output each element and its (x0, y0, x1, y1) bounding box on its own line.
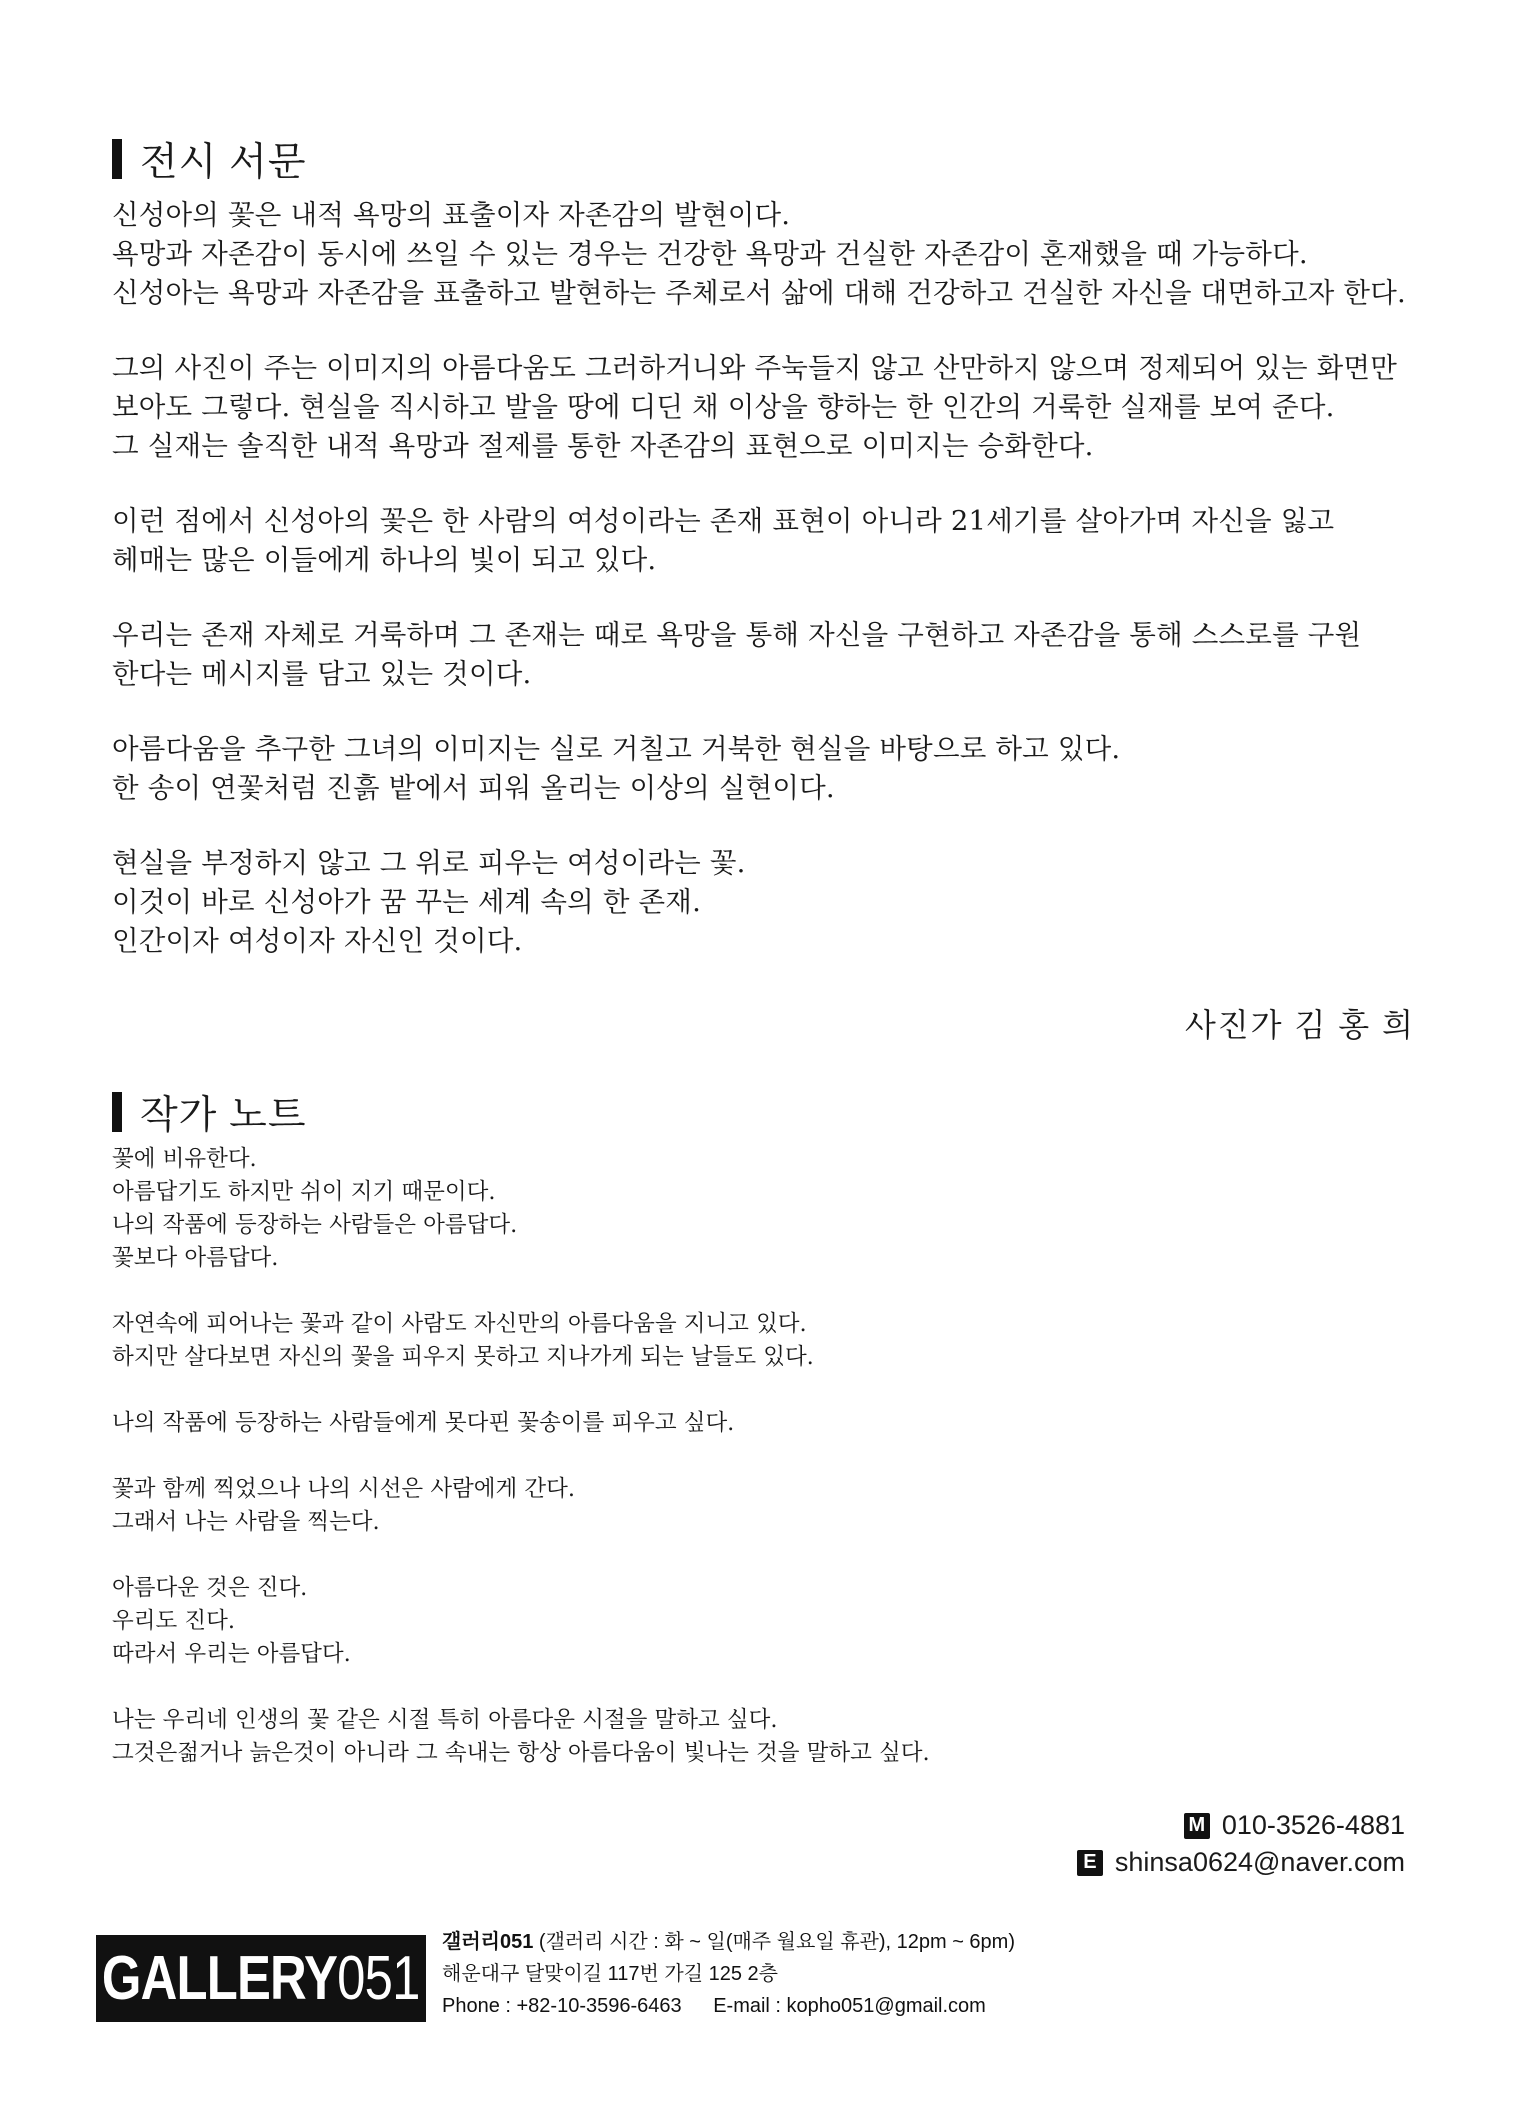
text-line: 그래서 나는 사람을 찍는다. (112, 1509, 380, 1535)
gallery-name: 갤러리051 (442, 1931, 534, 1953)
text-line: 나의 작품에 등장하는 사람들에게 못다핀 꽃송이를 피우고 싶다. (112, 1410, 735, 1436)
intro-paragraph (112, 844, 1432, 961)
contact-email (1077, 1847, 1405, 1878)
mobile-number[interactable]: 010-3526-4881 (1221, 1810, 1405, 1840)
text-line: 우리는 존재 자체로 거룩하며 그 존재는 때로 욕망을 통해 자신을 구현하고 자존감을 통해 스스로를 구원 (112, 619, 1362, 651)
text-line: 꽃보다 아름답다. (112, 1245, 279, 1271)
mobile-icon: M (1184, 1813, 1210, 1839)
text-line: 보아도 그렇다. 현실을 직시하고 발을 땅에 디딘 채 이상을 향하는 한 인간의 거룩한 실재를 보여 준다. (112, 391, 1335, 423)
text-line: 나의 작품에 등장하는 사람들은 아름답다. (112, 1212, 518, 1238)
intro-section-title (112, 131, 307, 187)
gallery-address: 해운대구 달맞이길 117번 가길 125 2층 (442, 1963, 778, 1985)
text-line: 현실을 부정하지 않고 그 위로 피우는 여성이라는 꽃. (112, 847, 746, 879)
intro-title-text: 전시 서문 (140, 141, 307, 184)
note-paragraph (112, 1572, 1362, 1671)
note-paragraph (112, 1473, 1362, 1539)
artist-note-title-text: 작가 노트 (140, 1094, 307, 1137)
gallery-email[interactable]: E-mail : kopho051@gmail.com (713, 1995, 986, 2017)
note-paragraph (112, 1308, 1362, 1374)
gallery-logo-text (102, 1943, 420, 2014)
email-icon: E (1077, 1850, 1103, 1876)
text-line: 신성아의 꽃은 내적 욕망의 표출이자 자존감의 발현이다. (112, 199, 791, 231)
contact-mobile (1184, 1810, 1405, 1841)
note-paragraph (112, 1407, 1362, 1440)
intro-paragraph (112, 502, 1432, 580)
artist-note-text (112, 1143, 1362, 1803)
logo-number: 051 (337, 1944, 420, 2013)
text-line: 우리도 진다. (112, 1608, 235, 1634)
text-line: 신성아는 욕망과 자존감을 표출하고 발현하는 주체로서 삶에 대해 건강하고 건실한 자신을 대면하고자 한다. (112, 277, 1406, 309)
gallery-logo (96, 1935, 426, 2022)
text-line: 한 송이 연꽃처럼 진흙 밭에서 피워 올리는 이상의 실현이다. (112, 772, 835, 804)
text-line: 욕망과 자존감이 동시에 쓰일 수 있는 경우는 건강한 욕망과 건실한 자존감이 혼재했을 때 가능하다. (112, 238, 1308, 270)
artist-note-title (112, 1084, 307, 1140)
intro-paragraph (112, 730, 1432, 808)
text-line: 하지만 살다보면 자신의 꽃을 피우지 못하고 지나가게 되는 날들도 있다. (112, 1344, 814, 1370)
intro-paragraph (112, 349, 1432, 466)
text-line: 아름다운 것은 진다. (112, 1575, 308, 1601)
text-line: 따라서 우리는 아름답다. (112, 1641, 351, 1667)
intro-paragraph (112, 616, 1432, 694)
text-line: 이것이 바로 신성아가 꿈 꾸는 세계 속의 한 존재. (112, 886, 702, 918)
text-line: 꽃과 함께 찍었으나 나의 시선은 사람에게 간다. (112, 1476, 576, 1502)
gallery-info (442, 1926, 1015, 2022)
gallery-contact-line (442, 1990, 1015, 2022)
title-bar (112, 139, 122, 179)
gallery-name-line (442, 1926, 1015, 1958)
text-line: 아름답기도 하지만 쉬이 지기 때문이다. (112, 1179, 496, 1205)
text-line: 아름다움을 추구한 그녀의 이미지는 실로 거칠고 거북한 현실을 바탕으로 하고 있다. (112, 733, 1121, 765)
gallery-hours: (갤러리 시간 : 화 ~ 일(매주 월요일 휴관), 12pm ~ 6pm) (538, 1931, 1016, 1953)
text-line: 자연속에 피어나는 꽃과 같이 사람도 자신만의 아름다움을 지니고 있다. (112, 1311, 807, 1337)
text-line: 그 실재는 솔직한 내적 욕망과 절제를 통한 자존감의 표현으로 이미지는 승화한다. (112, 430, 1094, 462)
text-line: 한다는 메시지를 담고 있는 것이다. (112, 658, 532, 690)
intro-text (112, 196, 1432, 997)
text-line: 그의 사진이 주는 이미지의 아름다움도 그러하거니와 주눅들지 않고 산만하지 않으며 정제되어 있는 화면만 (112, 352, 1397, 384)
text-line: 꽃에 비유한다. (112, 1146, 257, 1172)
note-paragraph (112, 1143, 1362, 1275)
author-signature: 사진가 김 홍 희 (1184, 1007, 1415, 1043)
title-bar (112, 1092, 122, 1132)
text-line: 그것은젊거나 늙은것이 아니라 그 속내는 항상 아름다움이 빛나는 것을 말하고 싶다. (112, 1740, 930, 1766)
logo-word: GALLERY (102, 1944, 338, 2013)
text-line: 헤매는 많은 이들에게 하나의 빛이 되고 있다. (112, 544, 657, 576)
text-line: 이런 점에서 신성아의 꽃은 한 사람의 여성이라는 존재 표현이 아니라 21세기를 살아가며 자신을 잃고 (112, 505, 1335, 537)
note-paragraph (112, 1704, 1362, 1770)
text-line: 인간이자 여성이자 자신인 것이다. (112, 925, 523, 957)
intro-paragraph (112, 196, 1432, 313)
email-address[interactable]: shinsa0624@naver.com (1114, 1847, 1405, 1877)
gallery-phone[interactable]: Phone : +82-10-3596-6463 (442, 1995, 682, 2017)
text-line: 나는 우리네 인생의 꽃 같은 시절 특히 아름다운 시절을 말하고 싶다. (112, 1707, 778, 1733)
